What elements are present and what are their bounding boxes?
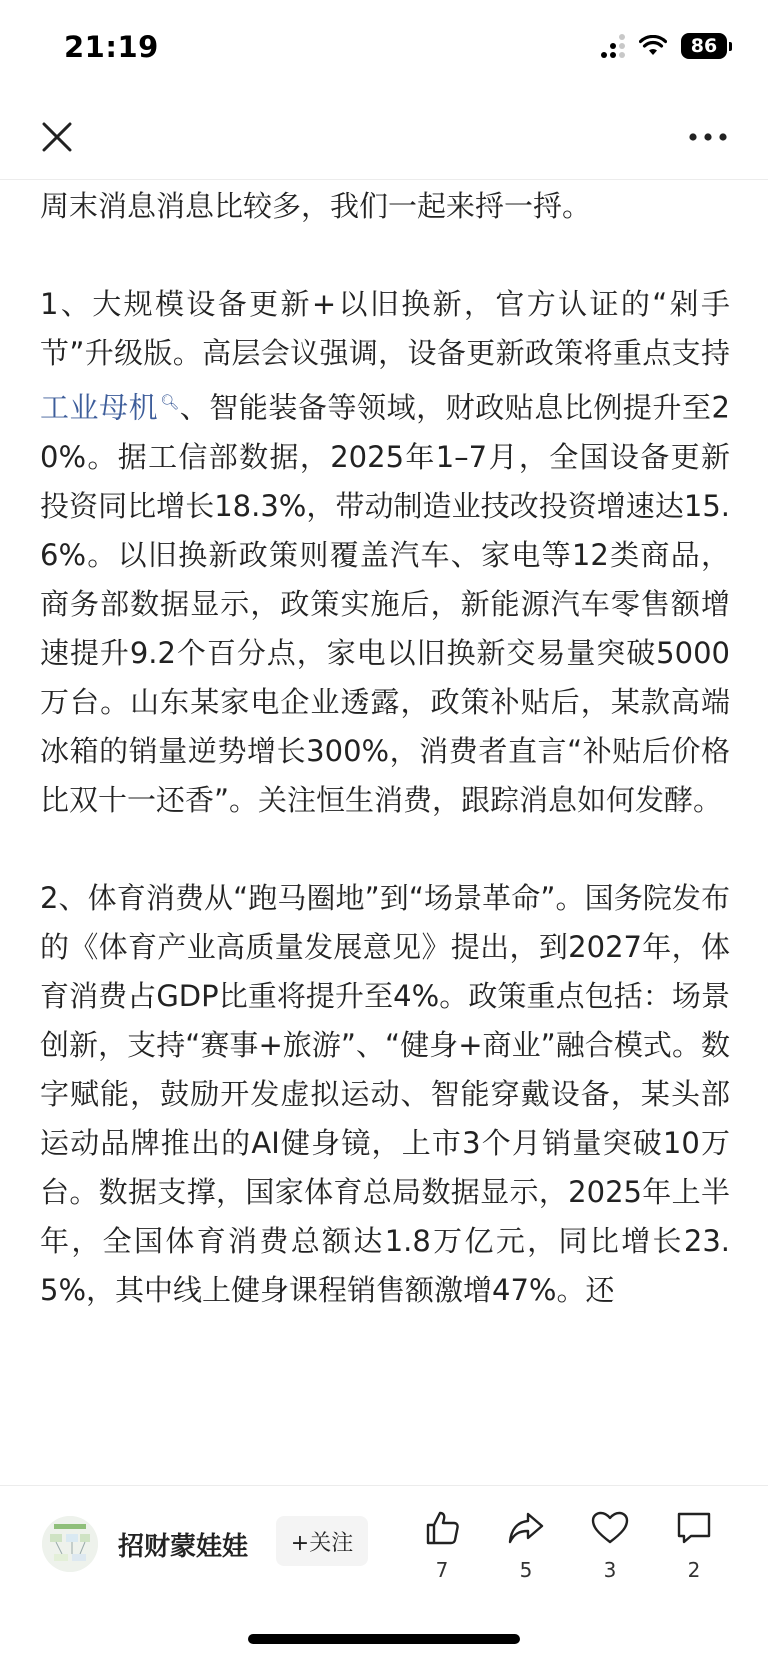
battery-level: 86 — [681, 33, 727, 59]
favorite-button[interactable] — [568, 1508, 652, 1582]
signal-icon — [601, 34, 625, 58]
share-icon — [506, 1508, 546, 1548]
article-paragraph-1 — [40, 280, 730, 825]
comment-count: 2 — [687, 1558, 701, 1582]
paragraph-spacer — [40, 825, 730, 874]
status-bar — [0, 0, 768, 100]
status-time: 21:19 — [64, 30, 159, 64]
thumbs-up-icon — [422, 1508, 462, 1548]
close-icon — [41, 121, 73, 153]
author-avatar[interactable] — [42, 1516, 98, 1572]
search-icon[interactable]: 🔍︎ — [160, 393, 180, 411]
share-button[interactable] — [484, 1508, 568, 1582]
like-count: 7 — [435, 1558, 449, 1582]
share-count: 5 — [519, 1558, 533, 1582]
keyword-link[interactable]: 工业母机 — [40, 390, 159, 425]
action-bar — [400, 1508, 736, 1582]
follow-button[interactable]: +关注 — [276, 1516, 368, 1566]
heart-icon — [590, 1508, 630, 1548]
like-button[interactable] — [400, 1508, 484, 1582]
nav-bar — [0, 100, 768, 180]
paragraph-spacer — [40, 231, 730, 280]
article-body — [40, 182, 730, 1482]
close-button[interactable] — [38, 118, 76, 156]
avatar-thumbnail-icon — [42, 1516, 98, 1572]
favorite-count: 3 — [603, 1558, 617, 1582]
comment-icon — [674, 1508, 714, 1548]
status-indicators — [601, 33, 732, 59]
more-icon — [688, 132, 728, 142]
battery-icon — [681, 33, 732, 59]
author-name[interactable]: 招财蒙娃娃 — [118, 1532, 249, 1562]
article-paragraph-2: 2、体育消费从“跑马圈地”到“场景革命”。国务院发布的《体育产业高质量发展意见》提出，到2027年，体育消费占GDP比重将提升至4%。政策重点包括：场景创新，支持“赛事+旅游”、“健身+商业”融合模式。数字赋能，鼓励开发虚拟运动、智能穿戴设备，某头部运动品牌推出的AI健身镜，上市3个月销量突破10万台。数据支撑，国家体育总局数据显示，2025年上半年，全国体育消费总额达1.8万亿元，同比增长23.5%，其中线上健身课程销售额激增47%。还 — [40, 880, 730, 1307]
comment-button[interactable] — [652, 1508, 736, 1582]
wifi-icon — [639, 35, 667, 57]
article-intro: 周末消息消息比较多，我们一起来捋一捋。 — [40, 189, 592, 223]
home-indicator — [248, 1634, 520, 1644]
more-button[interactable] — [686, 118, 730, 156]
bottom-bar — [0, 1485, 768, 1663]
paragraph-1-text-b: 、智能装备等领域，财政贴息比例提升至20%。据工信部数据，2025年1–7月，全国设备更新投资同比增长18.3%，带动制造业技改投资增速达15.6%。以旧换新政策则覆盖汽车、家电等12类商品，商务部数据显示，政策实施后，新能源汽车零售额增速提升9.2个百分点，家电以旧换新交易量突破5000万台。山东某家电企业透露，政策补贴后，某款高端冰箱的销量逆势增长300%，消费者直言“补贴后价格比双十一还香”。关注恒生消费，跟踪消息如何发酵。 — [40, 390, 730, 817]
paragraph-1-text-a: 1、大规模设备更新+以旧换新，官方认证的“剁手节”升级版。高层会议强调，设备更新政策将重点支持 — [40, 287, 730, 370]
